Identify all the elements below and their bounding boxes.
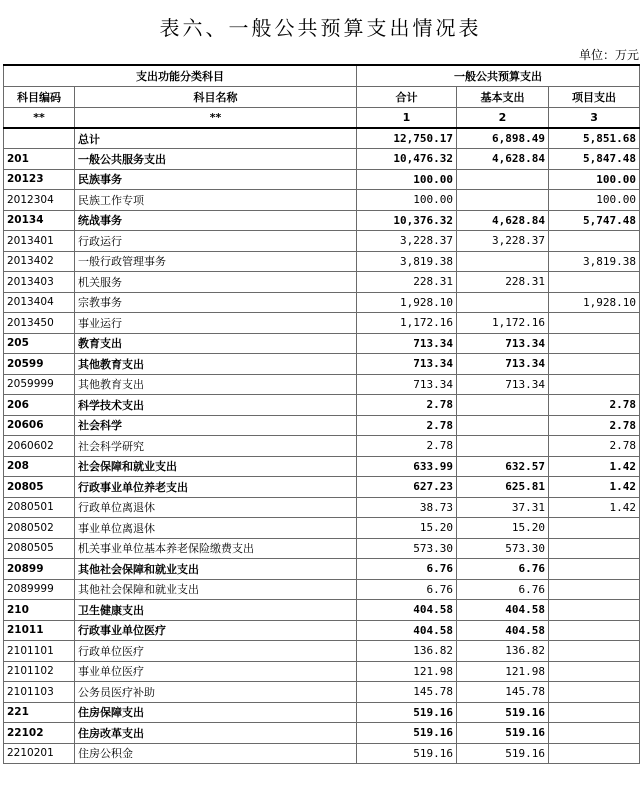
table-row — [4, 395, 640, 416]
total-cell: 100.00 — [357, 190, 457, 211]
total-cell: 6.76 — [357, 579, 457, 600]
basic-cell: 228.31 — [457, 272, 549, 293]
table-row — [4, 641, 640, 662]
project-cell — [549, 538, 640, 559]
total-cell: 3,819.38 — [357, 251, 457, 272]
table-row — [4, 313, 640, 334]
total-cell: 519.16 — [357, 743, 457, 764]
name-cell: 卫生健康支出 — [75, 600, 357, 621]
total-cell: 1,172.16 — [357, 313, 457, 334]
name-cell: 事业单位离退休 — [75, 518, 357, 539]
project-cell — [549, 661, 640, 682]
name-cell: 民族工作专项 — [75, 190, 357, 211]
total-cell: 1,928.10 — [357, 292, 457, 313]
basic-cell: 4,628.84 — [457, 210, 549, 231]
project-cell: 100.00 — [549, 190, 640, 211]
table-row — [4, 333, 640, 354]
project-cell — [549, 333, 640, 354]
header-marker-code: ** — [4, 107, 75, 128]
code-cell: 206 — [4, 395, 75, 416]
project-cell: 5,747.48 — [549, 210, 640, 231]
project-cell: 2.78 — [549, 395, 640, 416]
header-project: 项目支出 — [549, 86, 640, 107]
basic-cell: 404.58 — [457, 600, 549, 621]
basic-cell: 1,172.16 — [457, 313, 549, 334]
code-cell: 2012304 — [4, 190, 75, 211]
project-cell: 1,928.10 — [549, 292, 640, 313]
total-cell: 713.34 — [357, 354, 457, 375]
code-cell: 20805 — [4, 477, 75, 498]
total-cell: 519.16 — [357, 702, 457, 723]
project-cell — [549, 374, 640, 395]
name-cell: 其他社会保障和就业支出 — [75, 559, 357, 580]
code-cell: 21011 — [4, 620, 75, 641]
table-row — [4, 723, 640, 744]
basic-cell — [457, 292, 549, 313]
total-cell: 15.20 — [357, 518, 457, 539]
header-marker-name: ** — [75, 107, 357, 128]
basic-cell — [457, 395, 549, 416]
code-cell: 208 — [4, 456, 75, 477]
basic-cell: 145.78 — [457, 682, 549, 703]
table-row — [4, 702, 640, 723]
project-cell — [549, 272, 640, 293]
table-row — [4, 518, 640, 539]
table-row — [4, 210, 640, 231]
project-cell — [549, 518, 640, 539]
project-cell: 2.78 — [549, 436, 640, 457]
table-row — [4, 682, 640, 703]
basic-cell: 6,898.49 — [457, 128, 549, 149]
basic-cell: 15.20 — [457, 518, 549, 539]
table-row — [4, 251, 640, 272]
code-cell: 20134 — [4, 210, 75, 231]
name-cell: 一般行政管理事务 — [75, 251, 357, 272]
table-row — [4, 292, 640, 313]
name-cell: 科学技术支出 — [75, 395, 357, 416]
name-cell: 其他社会保障和就业支出 — [75, 579, 357, 600]
project-cell — [549, 682, 640, 703]
total-cell: 713.34 — [357, 374, 457, 395]
table-row — [4, 559, 640, 580]
table-row — [4, 600, 640, 621]
table-row — [4, 374, 640, 395]
table-row — [4, 456, 640, 477]
basic-cell: 37.31 — [457, 497, 549, 518]
basic-cell: 404.58 — [457, 620, 549, 641]
total-cell: 38.73 — [357, 497, 457, 518]
basic-cell: 121.98 — [457, 661, 549, 682]
total-cell: 6.76 — [357, 559, 457, 580]
total-cell: 12,750.17 — [357, 128, 457, 149]
basic-cell — [457, 415, 549, 436]
total-cell: 2.78 — [357, 395, 457, 416]
code-cell: 2101103 — [4, 682, 75, 703]
code-cell: 201 — [4, 149, 75, 170]
code-cell: 20123 — [4, 169, 75, 190]
name-cell: 一般公共服务支出 — [75, 149, 357, 170]
code-cell: 2013402 — [4, 251, 75, 272]
basic-cell: 4,628.84 — [457, 149, 549, 170]
name-cell: 公务员医疗补助 — [75, 682, 357, 703]
code-cell: 20899 — [4, 559, 75, 580]
total-cell: 145.78 — [357, 682, 457, 703]
total-cell: 10,376.32 — [357, 210, 457, 231]
total-cell: 519.16 — [357, 723, 457, 744]
total-cell: 2.78 — [357, 436, 457, 457]
code-cell: 205 — [4, 333, 75, 354]
name-cell: 行政单位离退休 — [75, 497, 357, 518]
basic-cell — [457, 251, 549, 272]
name-cell: 行政运行 — [75, 231, 357, 252]
basic-cell: 519.16 — [457, 702, 549, 723]
basic-cell: 713.34 — [457, 333, 549, 354]
name-cell: 机关服务 — [75, 272, 357, 293]
name-cell: 机关事业单位基本养老保险缴费支出 — [75, 538, 357, 559]
total-cell: 10,476.32 — [357, 149, 457, 170]
total-cell: 627.23 — [357, 477, 457, 498]
basic-cell: 573.30 — [457, 538, 549, 559]
table-row — [4, 231, 640, 252]
total-cell: 404.58 — [357, 600, 457, 621]
code-cell: 2080505 — [4, 538, 75, 559]
name-cell: 住房保障支出 — [75, 702, 357, 723]
table-body — [4, 128, 640, 764]
total-cell: 3,228.37 — [357, 231, 457, 252]
code-cell: 2060602 — [4, 436, 75, 457]
header-total: 合计 — [357, 86, 457, 107]
header-name: 科目名称 — [75, 86, 357, 107]
table-row — [4, 149, 640, 170]
project-cell — [549, 600, 640, 621]
name-cell: 社会科学研究 — [75, 436, 357, 457]
basic-cell: 519.16 — [457, 723, 549, 744]
total-cell: 713.34 — [357, 333, 457, 354]
total-cell: 404.58 — [357, 620, 457, 641]
total-cell: 2.78 — [357, 415, 457, 436]
code-cell: 2013403 — [4, 272, 75, 293]
table-row — [4, 743, 640, 764]
header-index-1: 1 — [357, 107, 457, 128]
project-cell — [549, 702, 640, 723]
total-cell: 100.00 — [357, 169, 457, 190]
header-function-category: 支出功能分类科目 — [4, 65, 357, 86]
table-row — [4, 436, 640, 457]
name-cell: 民族事务 — [75, 169, 357, 190]
unit-label: 单位：万元 — [578, 48, 639, 62]
code-cell: 20606 — [4, 415, 75, 436]
table-row — [4, 354, 640, 375]
name-cell: 住房公积金 — [75, 743, 357, 764]
code-cell: 210 — [4, 600, 75, 621]
project-cell — [549, 723, 640, 744]
project-cell — [549, 354, 640, 375]
name-cell: 其他教育支出 — [75, 374, 357, 395]
table-row — [4, 128, 640, 149]
project-cell — [549, 743, 640, 764]
header-code: 科目编码 — [4, 86, 75, 107]
basic-cell — [457, 436, 549, 457]
name-cell: 宗教事务 — [75, 292, 357, 313]
budget-table — [3, 64, 640, 764]
page-title: 表六、一般公共预算支出情况表 — [159, 16, 482, 40]
code-cell: 22102 — [4, 723, 75, 744]
total-cell: 573.30 — [357, 538, 457, 559]
header-index-3: 3 — [549, 107, 640, 128]
basic-cell: 6.76 — [457, 559, 549, 580]
project-cell: 1.42 — [549, 456, 640, 477]
project-cell — [549, 231, 640, 252]
name-cell: 教育支出 — [75, 333, 357, 354]
name-cell: 行政事业单位医疗 — [75, 620, 357, 641]
name-cell: 总计 — [75, 128, 357, 149]
table-row — [4, 190, 640, 211]
project-cell: 1.42 — [549, 497, 640, 518]
total-cell: 121.98 — [357, 661, 457, 682]
code-cell: 2013404 — [4, 292, 75, 313]
name-cell: 事业单位医疗 — [75, 661, 357, 682]
basic-cell — [457, 169, 549, 190]
project-cell — [549, 620, 640, 641]
header-group-row — [4, 65, 640, 86]
code-cell: 20599 — [4, 354, 75, 375]
project-cell: 2.78 — [549, 415, 640, 436]
code-cell: 2089999 — [4, 579, 75, 600]
table-row — [4, 620, 640, 641]
table-row — [4, 272, 640, 293]
project-cell: 1.42 — [549, 477, 640, 498]
name-cell: 行政单位医疗 — [75, 641, 357, 662]
project-cell — [549, 313, 640, 334]
table-row — [4, 169, 640, 190]
name-cell: 住房改革支出 — [75, 723, 357, 744]
basic-cell — [457, 190, 549, 211]
total-cell: 136.82 — [357, 641, 457, 662]
code-cell: 2013401 — [4, 231, 75, 252]
table-row — [4, 415, 640, 436]
basic-cell: 625.81 — [457, 477, 549, 498]
total-cell: 633.99 — [357, 456, 457, 477]
name-cell: 其他教育支出 — [75, 354, 357, 375]
basic-cell: 519.16 — [457, 743, 549, 764]
table-row — [4, 579, 640, 600]
basic-cell: 3,228.37 — [457, 231, 549, 252]
project-cell — [549, 579, 640, 600]
name-cell: 社会科学 — [75, 415, 357, 436]
table-row — [4, 538, 640, 559]
code-cell: 2080502 — [4, 518, 75, 539]
name-cell: 事业运行 — [75, 313, 357, 334]
project-cell: 3,819.38 — [549, 251, 640, 272]
basic-cell: 713.34 — [457, 354, 549, 375]
basic-cell: 6.76 — [457, 579, 549, 600]
code-cell — [4, 128, 75, 149]
name-cell: 社会保障和就业支出 — [75, 456, 357, 477]
code-cell: 221 — [4, 702, 75, 723]
project-cell: 100.00 — [549, 169, 640, 190]
code-cell: 2101101 — [4, 641, 75, 662]
project-cell — [549, 559, 640, 580]
header-index-2: 2 — [457, 107, 549, 128]
total-cell: 228.31 — [357, 272, 457, 293]
basic-cell: 136.82 — [457, 641, 549, 662]
header-budget-expenditure: 一般公共预算支出 — [357, 65, 640, 86]
table-row — [4, 661, 640, 682]
project-cell: 5,847.48 — [549, 149, 640, 170]
basic-cell: 632.57 — [457, 456, 549, 477]
code-cell: 2101102 — [4, 661, 75, 682]
header-column-row — [4, 86, 640, 107]
header-basic: 基本支出 — [457, 86, 549, 107]
basic-cell: 713.34 — [457, 374, 549, 395]
code-cell: 2059999 — [4, 374, 75, 395]
table-row — [4, 477, 640, 498]
code-cell: 2210201 — [4, 743, 75, 764]
project-cell: 5,851.68 — [549, 128, 640, 149]
header-index-row — [4, 107, 640, 128]
code-cell: 2080501 — [4, 497, 75, 518]
name-cell: 行政事业单位养老支出 — [75, 477, 357, 498]
table-row — [4, 497, 640, 518]
project-cell — [549, 641, 640, 662]
name-cell: 统战事务 — [75, 210, 357, 231]
code-cell: 2013450 — [4, 313, 75, 334]
